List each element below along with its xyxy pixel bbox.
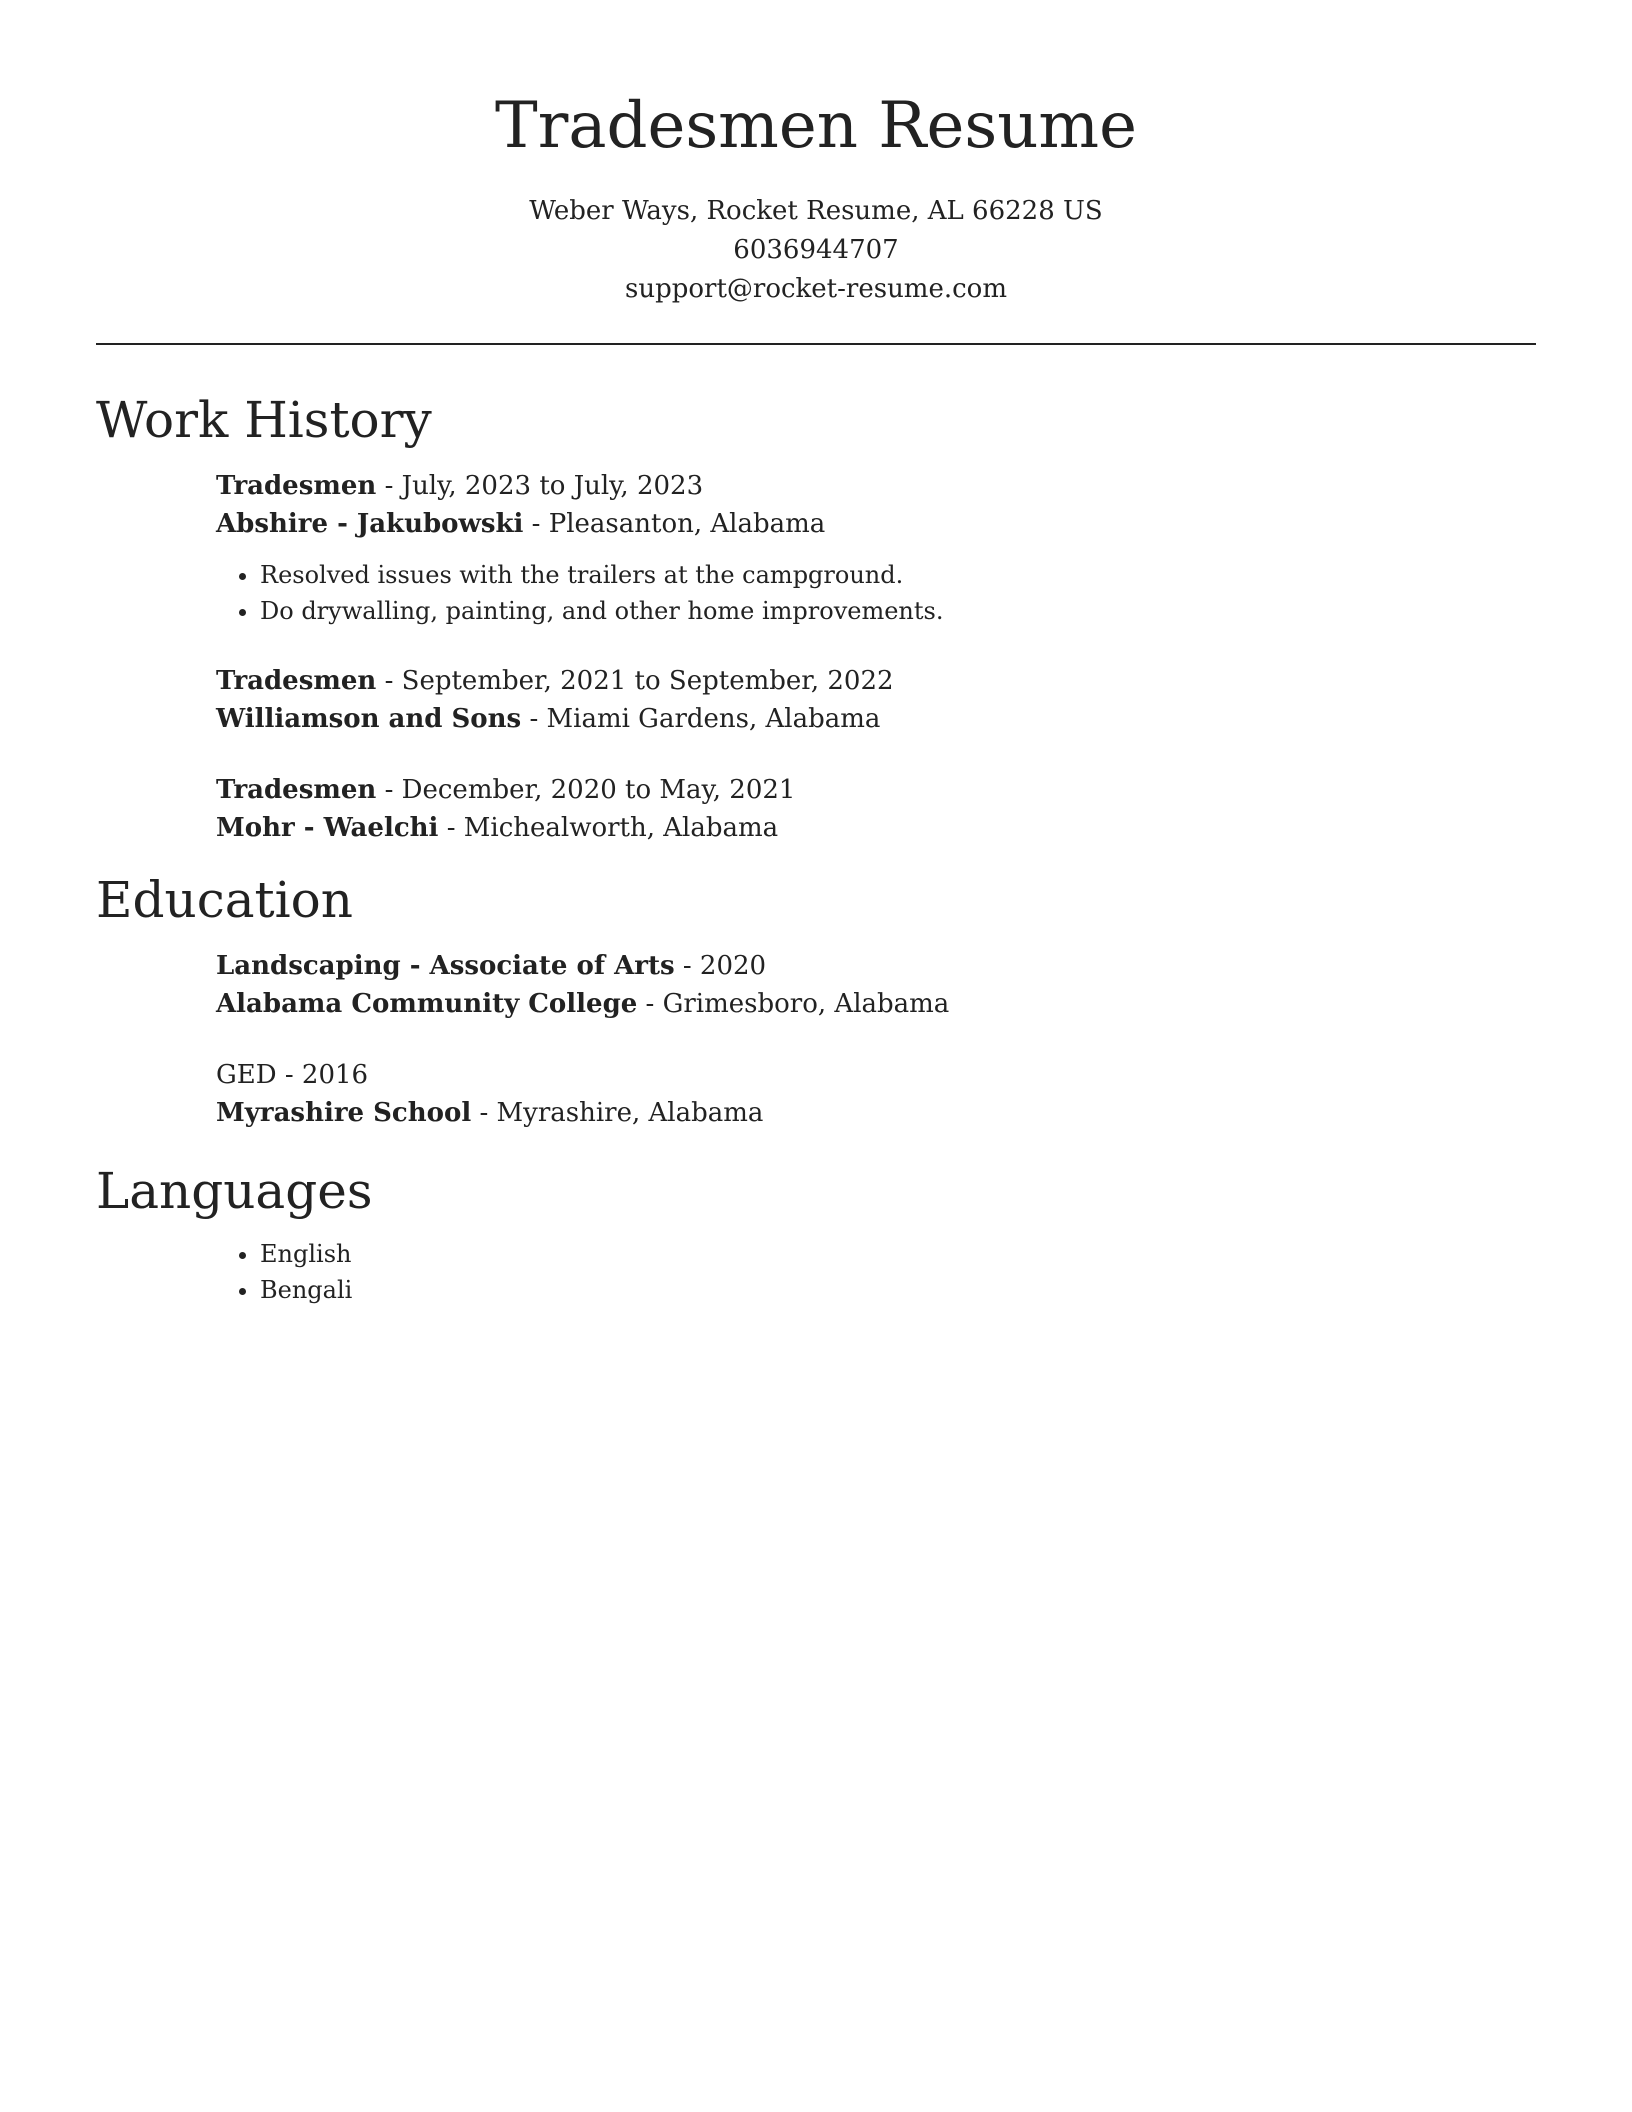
education-school-name: Alabama Community College — [216, 989, 638, 1019]
work-entry-location: - Michealworth, Alabama — [438, 813, 779, 843]
education-entry-school — [216, 1094, 1536, 1132]
work-entry-role: Tradesmen — [216, 471, 377, 501]
work-entry-dates: - December, 2020 to May, 2021 — [376, 775, 796, 805]
work-entry-employer — [216, 505, 1536, 543]
work-entry-header — [216, 662, 1536, 700]
work-entry — [216, 662, 1536, 738]
resume-header — [96, 0, 1536, 309]
duty-item: • Resolved issues with the trailers at the campground. — [260, 557, 1536, 593]
duty-item: • Do drywalling, painting, and other home improvements. — [260, 593, 1536, 629]
contact-address: Weber Ways, Rocket Resume, AL 66228 US — [529, 196, 1103, 226]
contact-email: support@rocket-resume.com — [624, 274, 1007, 304]
contact-phone: 6036944707 — [733, 235, 899, 265]
education-degree: Landscaping - Associate of Arts — [216, 951, 675, 981]
work-entry-duties — [216, 557, 1536, 629]
language-item: • Bengali — [260, 1272, 1536, 1308]
work-entry-company: Williamson and Sons — [216, 704, 522, 734]
work-entry-header — [216, 771, 1536, 809]
education-year: - 2016 — [276, 1060, 369, 1090]
work-entry-location: - Pleasanton, Alabama — [523, 509, 826, 539]
languages-heading: Languages — [96, 1162, 373, 1220]
work-entry-company: Abshire - Jakubowski — [216, 509, 524, 539]
education-heading: Education — [96, 871, 353, 929]
work-entry-location: - Miami Gardens, Alabama — [521, 704, 881, 734]
work-entry-employer — [216, 809, 1536, 847]
work-entry-header — [216, 467, 1536, 505]
education-location: - Myrashire, Alabama — [471, 1098, 764, 1128]
education-list — [216, 947, 1536, 1132]
education-entry-school — [216, 985, 1536, 1023]
language-item: • English — [260, 1236, 1536, 1272]
work-entry-company: Mohr - Waelchi — [216, 813, 439, 843]
education-entry — [216, 1056, 1536, 1132]
education-degree: GED — [216, 1060, 277, 1090]
resume-title: Tradesmen Resume — [495, 89, 1137, 163]
education-entry-header — [216, 947, 1536, 985]
languages-list — [96, 1236, 1536, 1308]
work-entry-role: Tradesmen — [216, 666, 377, 696]
education-entry — [216, 947, 1536, 1023]
work-history-list — [216, 467, 1536, 847]
work-entry-employer — [216, 700, 1536, 738]
work-entry — [216, 771, 1536, 847]
work-entry-role: Tradesmen — [216, 775, 377, 805]
education-location: - Grimesboro, Alabama — [637, 989, 950, 1019]
work-entry — [216, 467, 1536, 629]
work-entry-dates: - September, 2021 to September, 2022 — [376, 666, 894, 696]
header-divider — [96, 343, 1536, 345]
education-school-name: Myrashire School — [216, 1098, 472, 1128]
work-history-heading: Work History — [96, 391, 432, 449]
resume-page — [96, 0, 1536, 1308]
work-entry-dates: - July, 2023 to July, 2023 — [376, 471, 704, 501]
contact-info — [96, 192, 1536, 309]
education-entry-header — [216, 1056, 1536, 1094]
education-year: - 2020 — [674, 951, 767, 981]
